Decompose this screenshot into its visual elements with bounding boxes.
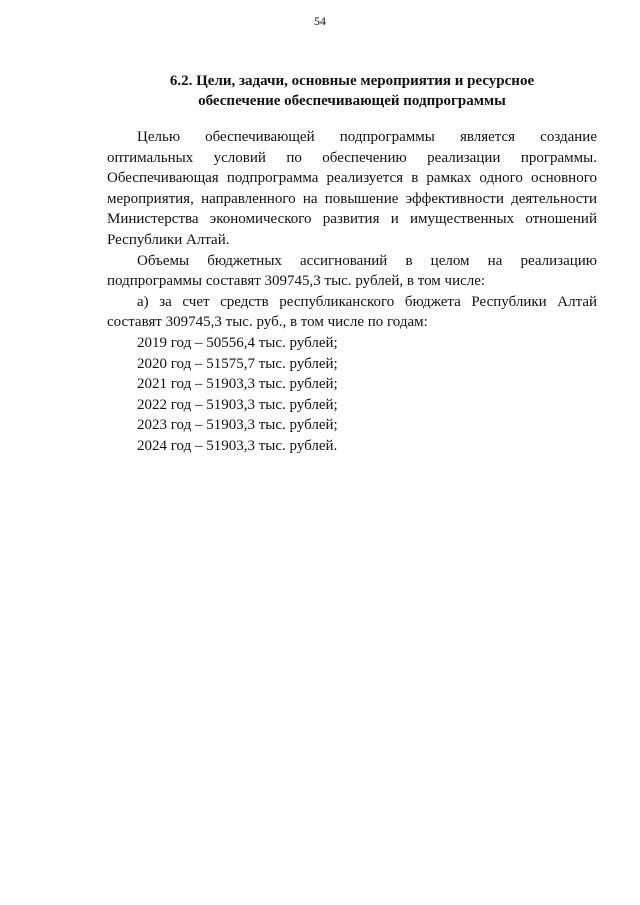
year-funding-2022: 2022 год – 51903,3 тыс. рублей; bbox=[137, 396, 338, 413]
section-heading bbox=[107, 71, 597, 111]
year-funding-2020: 2020 год – 51575,7 тыс. рублей; bbox=[137, 355, 338, 372]
year-funding-2021: 2021 год – 51903,3 тыс. рублей; bbox=[137, 376, 338, 393]
year-funding-2023: 2023 год – 51903,3 тыс. рублей; bbox=[137, 417, 338, 434]
section-heading-line-1: 6.2. Цели, задачи, основные мероприятия и ресурсное bbox=[169, 73, 535, 89]
paragraph-budget-total: Объемы бюджетных ассигнований в целом на реализацию подпрограммы составят 309745,3 тыс. рублей, в том числе: bbox=[107, 252, 597, 290]
paragraph-purpose: Целью обеспечивающей подпрограммы является создание оптимальных условий по обеспечению реализации программы. Обеспечивающая подпрограмма реализуется в рамках одного основного мероприятия, направленного на повышение эффективности деятельности Министерства экономического развития и имущественных отношений Республики Алтай. bbox=[107, 129, 597, 248]
document-body bbox=[107, 127, 597, 457]
paragraph-republic-budget: а) за счет средств республиканского бюджета Республики Алтай составят 309745,3 тыс. руб., в том числе по годам: bbox=[107, 293, 597, 331]
year-funding-2024: 2024 год – 51903,3 тыс. рублей. bbox=[137, 437, 338, 454]
page-number: 54 bbox=[314, 14, 326, 28]
year-funding-2019: 2019 год – 50556,4 тыс. рублей; bbox=[137, 334, 338, 351]
section-heading-line-2: обеспечение обеспечивающей подпрограммы bbox=[198, 93, 506, 109]
